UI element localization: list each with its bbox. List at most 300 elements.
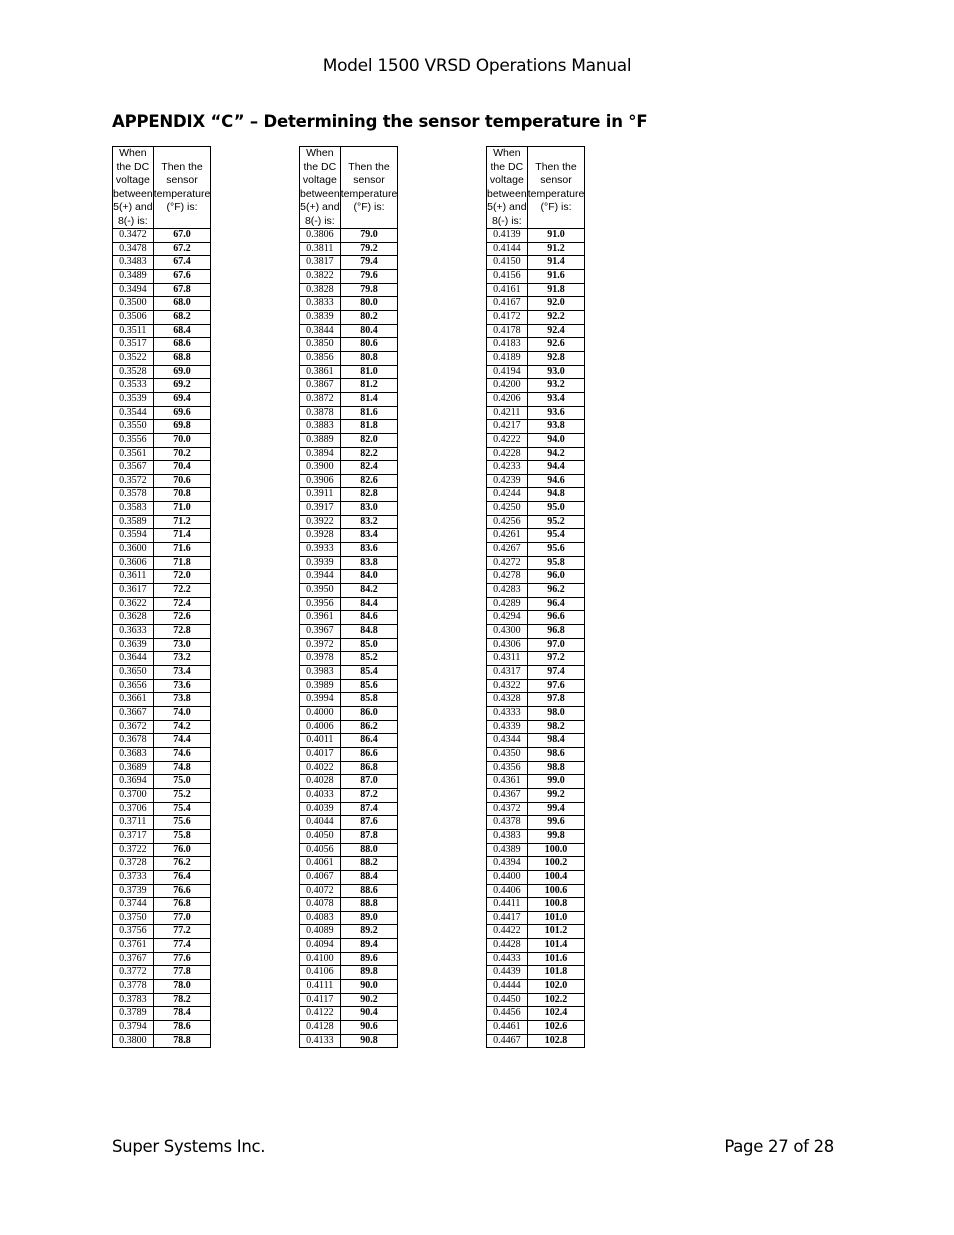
temperature-cell: 72.4 [153,597,211,611]
temperature-cell: 82.8 [340,488,398,502]
temperature-cell: 80.0 [340,297,398,311]
temperature-cell: 82.6 [340,474,398,488]
voltage-cell: 0.3994 [300,693,341,707]
voltage-cell: 0.4367 [487,788,528,802]
table-row [487,324,585,338]
voltage-cell: 0.3989 [300,679,341,693]
temperature-cell: 69.8 [153,420,211,434]
voltage-cell: 0.4211 [487,406,528,420]
table-row [113,734,211,748]
temperature-cell: 91.0 [527,229,585,243]
temperature-cell: 71.0 [153,502,211,516]
table-row [487,734,585,748]
voltage-cell: 0.3972 [300,638,341,652]
temperature-cell: 74.0 [153,706,211,720]
voltage-cell: 0.4106 [300,966,341,980]
voltage-cell: 0.4239 [487,474,528,488]
voltage-temperature-table-2 [299,146,398,1048]
table-row [113,515,211,529]
table-row [113,666,211,680]
temperature-cell: 67.4 [153,256,211,270]
temperature-cell: 74.6 [153,747,211,761]
temperature-cell: 82.2 [340,447,398,461]
voltage-cell: 0.4411 [487,898,528,912]
temperature-cell: 70.0 [153,433,211,447]
temperature-cell: 87.8 [340,829,398,843]
temperature-cell: 83.6 [340,543,398,557]
temperature-cell: 83.0 [340,502,398,516]
temperature-cell: 100.0 [527,843,585,857]
temperature-cell: 93.8 [527,420,585,434]
table-row [113,474,211,488]
temperature-column-header: Then the sensor temperature (°F) is: [153,147,211,229]
temperature-cell: 89.2 [340,925,398,939]
temperature-cell: 71.8 [153,556,211,570]
voltage-cell: 0.4433 [487,952,528,966]
temperature-cell: 97.4 [527,666,585,680]
voltage-cell: 0.4100 [300,952,341,966]
table-row [487,816,585,830]
temperature-cell: 85.8 [340,693,398,707]
table-row [113,706,211,720]
voltage-cell: 0.4217 [487,420,528,434]
voltage-cell: 0.3867 [300,379,341,393]
table-row [113,351,211,365]
temperature-cell: 93.2 [527,379,585,393]
table-row [300,515,398,529]
temperature-cell: 89.6 [340,952,398,966]
temperature-cell: 84.6 [340,611,398,625]
table-row [113,952,211,966]
table-row [300,898,398,912]
voltage-cell: 0.4128 [300,1021,341,1035]
table-row [487,980,585,994]
table-row [113,310,211,324]
temperature-cell: 74.8 [153,761,211,775]
temperature-cell: 76.6 [153,884,211,898]
voltage-cell: 0.3889 [300,433,341,447]
voltage-cell: 0.4450 [487,993,528,1007]
table-row [487,829,585,843]
voltage-cell: 0.4200 [487,379,528,393]
voltage-cell: 0.4228 [487,447,528,461]
voltage-cell: 0.4000 [300,706,341,720]
voltage-cell: 0.4283 [487,584,528,598]
temperature-cell: 77.6 [153,952,211,966]
voltage-cell: 0.3828 [300,283,341,297]
voltage-cell: 0.3589 [113,515,154,529]
manual-title: Model 1500 VRSD Operations Manual [322,56,632,76]
table-row [113,980,211,994]
table-row [113,392,211,406]
table-row [300,256,398,270]
voltage-cell: 0.3672 [113,720,154,734]
temperature-cell: 97.2 [527,652,585,666]
voltage-cell: 0.4044 [300,816,341,830]
voltage-cell: 0.4250 [487,502,528,516]
table-row [300,870,398,884]
temperature-cell: 102.8 [527,1034,585,1048]
table-row [113,1034,211,1048]
temperature-cell: 89.4 [340,939,398,953]
temperature-cell: 85.6 [340,679,398,693]
voltage-cell: 0.3639 [113,638,154,652]
table-row [487,625,585,639]
table-row [300,597,398,611]
table-row [113,788,211,802]
temperature-cell: 94.2 [527,447,585,461]
table-row [487,584,585,598]
voltage-cell: 0.4244 [487,488,528,502]
table-row [300,625,398,639]
footer-company: Super Systems Inc. [112,1137,266,1156]
temperature-cell: 98.2 [527,720,585,734]
voltage-cell: 0.3800 [113,1034,154,1048]
temperature-cell: 95.8 [527,556,585,570]
table-row [300,679,398,693]
temperature-cell: 102.4 [527,1007,585,1021]
table-row [300,310,398,324]
temperature-cell: 101.4 [527,939,585,953]
temperature-cell: 92.4 [527,324,585,338]
voltage-cell: 0.4189 [487,351,528,365]
table-row [300,1021,398,1035]
voltage-cell: 0.3722 [113,843,154,857]
voltage-cell: 0.4300 [487,625,528,639]
table-row [487,857,585,871]
voltage-cell: 0.3739 [113,884,154,898]
table-row [300,775,398,789]
voltage-cell: 0.4272 [487,556,528,570]
voltage-cell: 0.4422 [487,925,528,939]
table-row [113,269,211,283]
voltage-cell: 0.3950 [300,584,341,598]
voltage-temperature-table-1 [112,146,211,1048]
table-row [487,1021,585,1035]
temperature-cell: 70.2 [153,447,211,461]
temperature-cell: 73.4 [153,666,211,680]
table-row [300,966,398,980]
voltage-cell: 0.3522 [113,351,154,365]
table-row [487,706,585,720]
temperature-cell: 83.8 [340,556,398,570]
voltage-cell: 0.4061 [300,857,341,871]
temperature-cell: 75.8 [153,829,211,843]
table-row [487,529,585,543]
table-row [487,775,585,789]
table-row [300,420,398,434]
table-row [113,898,211,912]
table-row [113,597,211,611]
voltage-cell: 0.4039 [300,802,341,816]
temperature-cell: 92.2 [527,310,585,324]
temperature-cell: 72.8 [153,625,211,639]
voltage-cell: 0.4350 [487,747,528,761]
voltage-cell: 0.4289 [487,597,528,611]
voltage-cell: 0.4467 [487,1034,528,1048]
table-row [113,857,211,871]
voltage-cell: 0.3478 [113,242,154,256]
temperature-cell: 87.4 [340,802,398,816]
table-row [113,761,211,775]
voltage-cell: 0.3606 [113,556,154,570]
table-row [113,652,211,666]
temperature-cell: 101.8 [527,966,585,980]
temperature-cell: 86.4 [340,734,398,748]
voltage-cell: 0.3844 [300,324,341,338]
temperature-cell: 68.8 [153,351,211,365]
temperature-cell: 96.8 [527,625,585,639]
voltage-cell: 0.3850 [300,338,341,352]
temperature-cell: 91.2 [527,242,585,256]
voltage-cell: 0.3483 [113,256,154,270]
table-row [300,242,398,256]
temperature-cell: 70.6 [153,474,211,488]
temperature-cell: 101.2 [527,925,585,939]
temperature-cell: 99.0 [527,775,585,789]
voltage-cell: 0.3778 [113,980,154,994]
voltage-cell: 0.4139 [487,229,528,243]
temperature-cell: 98.8 [527,761,585,775]
table-row [487,570,585,584]
temperature-cell: 88.6 [340,884,398,898]
table-row [300,447,398,461]
table-row [487,884,585,898]
table-row [300,379,398,393]
table-row [300,802,398,816]
temperature-cell: 81.0 [340,365,398,379]
voltage-cell: 0.3944 [300,570,341,584]
table-row [300,611,398,625]
temperature-cell: 67.2 [153,242,211,256]
voltage-cell: 0.4117 [300,993,341,1007]
voltage-cell: 0.3983 [300,666,341,680]
table-row [113,529,211,543]
table-row [300,788,398,802]
voltage-cell: 0.4056 [300,843,341,857]
table-row [300,338,398,352]
temperature-cell: 87.2 [340,788,398,802]
voltage-cell: 0.3856 [300,351,341,365]
temperature-cell: 78.8 [153,1034,211,1048]
temperature-cell: 81.4 [340,392,398,406]
temperature-cell: 79.6 [340,269,398,283]
table-row [487,229,585,243]
table-row [113,324,211,338]
temperature-cell: 75.6 [153,816,211,830]
table-row [300,474,398,488]
voltage-cell: 0.3811 [300,242,341,256]
temperature-cell: 88.2 [340,857,398,871]
table-row [300,406,398,420]
temperature-cell: 94.6 [527,474,585,488]
table-row [487,952,585,966]
temperature-cell: 93.4 [527,392,585,406]
table-row [113,502,211,516]
voltage-cell: 0.3894 [300,447,341,461]
temperature-cell: 100.4 [527,870,585,884]
voltage-cell: 0.3583 [113,502,154,516]
table-row [113,870,211,884]
voltage-cell: 0.3783 [113,993,154,1007]
temperature-cell: 76.8 [153,898,211,912]
temperature-cell: 92.8 [527,351,585,365]
temperature-cell: 84.4 [340,597,398,611]
table-row [300,720,398,734]
temperature-cell: 77.2 [153,925,211,939]
voltage-cell: 0.4278 [487,570,528,584]
voltage-cell: 0.4361 [487,775,528,789]
voltage-cell: 0.3656 [113,679,154,693]
table-row [487,966,585,980]
voltage-cell: 0.4156 [487,269,528,283]
table-row [113,925,211,939]
voltage-cell: 0.3678 [113,734,154,748]
table-row [300,502,398,516]
voltage-cell: 0.3511 [113,324,154,338]
table-row [487,420,585,434]
table-row [113,775,211,789]
table-row [487,925,585,939]
table-row [300,939,398,953]
table-row [113,638,211,652]
voltage-temperature-table-3 [486,146,585,1048]
temperature-cell: 78.6 [153,1021,211,1035]
temperature-cell: 93.0 [527,365,585,379]
table-row [487,338,585,352]
temperature-cell: 95.2 [527,515,585,529]
voltage-cell: 0.4428 [487,939,528,953]
table-row [300,925,398,939]
voltage-cell: 0.4328 [487,693,528,707]
table-row [300,392,398,406]
voltage-cell: 0.3956 [300,597,341,611]
table-row [113,939,211,953]
temperature-cell: 98.4 [527,734,585,748]
voltage-cell: 0.4028 [300,775,341,789]
table-row [300,297,398,311]
voltage-cell: 0.3694 [113,775,154,789]
voltage-cell: 0.3628 [113,611,154,625]
temperature-cell: 86.8 [340,761,398,775]
voltage-cell: 0.4172 [487,310,528,324]
table-row [113,829,211,843]
temperature-cell: 91.4 [527,256,585,270]
voltage-cell: 0.3622 [113,597,154,611]
voltage-cell: 0.4144 [487,242,528,256]
table-row [113,884,211,898]
voltage-cell: 0.4022 [300,761,341,775]
table-row [300,1034,398,1048]
temperature-cell: 76.4 [153,870,211,884]
table-row [300,761,398,775]
temperature-cell: 67.6 [153,269,211,283]
table-row [113,584,211,598]
temperature-cell: 89.8 [340,966,398,980]
temperature-cell: 79.8 [340,283,398,297]
table-row [487,502,585,516]
table-row [487,242,585,256]
table-row [487,556,585,570]
voltage-cell: 0.3489 [113,269,154,283]
voltage-cell: 0.3789 [113,1007,154,1021]
temperature-column-header: Then the sensor temperature (°F) is: [340,147,398,229]
temperature-cell: 90.4 [340,1007,398,1021]
temperature-cell: 73.0 [153,638,211,652]
table-row [113,433,211,447]
temperature-cell: 84.2 [340,584,398,598]
table-row [487,747,585,761]
voltage-cell: 0.3878 [300,406,341,420]
table-row [113,911,211,925]
table-row [487,379,585,393]
voltage-cell: 0.3667 [113,706,154,720]
voltage-column-header: When the DC voltage between 5(+) and 8(-) is: [113,147,153,227]
voltage-cell: 0.3761 [113,939,154,953]
table-row [487,870,585,884]
appendix-heading: APPENDIX “C” – Determining the sensor temperature in °F [112,112,648,131]
voltage-cell: 0.3861 [300,365,341,379]
voltage-cell: 0.4078 [300,898,341,912]
voltage-cell: 0.4261 [487,529,528,543]
table-row [487,406,585,420]
temperature-cell: 89.0 [340,911,398,925]
temperature-cell: 88.0 [340,843,398,857]
voltage-cell: 0.3561 [113,447,154,461]
temperature-cell: 96.4 [527,597,585,611]
voltage-cell: 0.3717 [113,829,154,843]
voltage-cell: 0.4311 [487,652,528,666]
voltage-cell: 0.4339 [487,720,528,734]
voltage-cell: 0.3733 [113,870,154,884]
temperature-cell: 94.8 [527,488,585,502]
voltage-cell: 0.4417 [487,911,528,925]
temperature-cell: 99.2 [527,788,585,802]
voltage-cell: 0.4394 [487,857,528,871]
table-row [300,843,398,857]
table-row [113,461,211,475]
voltage-cell: 0.4317 [487,666,528,680]
table-row [300,529,398,543]
table-row [487,447,585,461]
temperature-cell: 83.4 [340,529,398,543]
voltage-cell: 0.3550 [113,420,154,434]
voltage-cell: 0.3922 [300,515,341,529]
table-row [487,802,585,816]
table-row [487,761,585,775]
temperature-cell: 92.6 [527,338,585,352]
table-row [113,229,211,243]
table-row [113,843,211,857]
voltage-cell: 0.3911 [300,488,341,502]
table-row [113,993,211,1007]
table-row [113,543,211,557]
temperature-cell: 77.4 [153,939,211,953]
voltage-cell: 0.3517 [113,338,154,352]
voltage-cell: 0.3494 [113,283,154,297]
voltage-cell: 0.3756 [113,925,154,939]
temperature-cell: 90.8 [340,1034,398,1048]
voltage-cell: 0.3906 [300,474,341,488]
voltage-cell: 0.3806 [300,229,341,243]
voltage-cell: 0.4256 [487,515,528,529]
voltage-cell: 0.3744 [113,898,154,912]
temperature-cell: 73.2 [153,652,211,666]
temperature-cell: 85.0 [340,638,398,652]
temperature-cell: 96.0 [527,570,585,584]
voltage-cell: 0.4006 [300,720,341,734]
temperature-cell: 96.6 [527,611,585,625]
